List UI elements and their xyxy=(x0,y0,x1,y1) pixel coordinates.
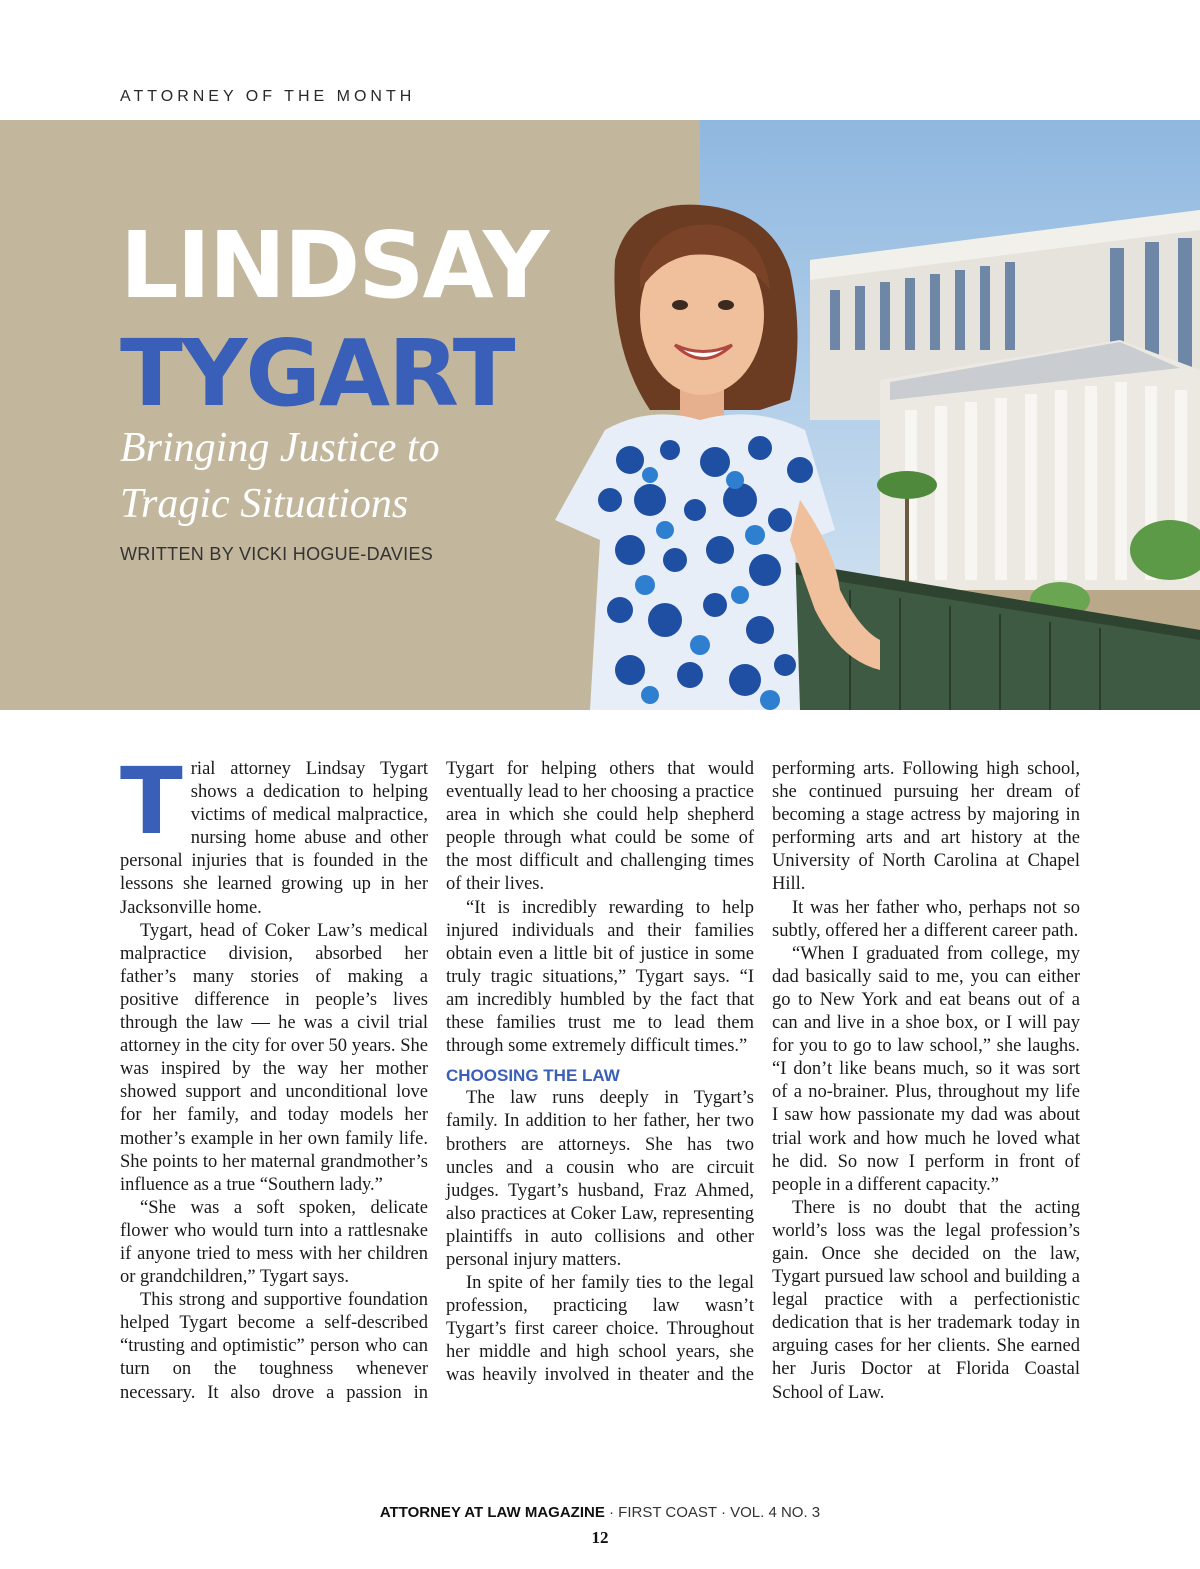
hero-banner xyxy=(0,120,1200,710)
article-paragraph: In spite of her family ties to the legal profession, practicing law wasn’t Tygart’s first career choice. Throughout her middle and high school years, she was heavily involved in theater and the performing arts. Following high school, she continued pursuing her dream of becoming a stage actress by majoring in performing arts and art history at the University of North Carolina at Chapel Hill. xyxy=(446,759,1080,1386)
article-paragraph: “When I graduated from college, my dad basically said to me, you can either go to New York and eat beans out of a can and live in a shoe box, or I will pay for you to go to law school,” she laughs. “I don’t like beans much, so it was sort of a no-brainer. Plus, throughout my life I saw how passionate my dad was about trial work and how much he loved what he did. So now I perform in front of people in a different capacity.” xyxy=(772,943,1080,1195)
subtitle-line-2: Tragic Situations xyxy=(120,481,409,527)
page-footer xyxy=(0,1504,1200,1521)
article-paragraph: “It is incredibly rewarding to help injured individuals and their families obtain even a little bit of justice in some truly tragic situations,” Tygart says. “I am incredibly humbled by the fact that these families trust me to lead them through some extremely difficult times.” xyxy=(446,897,754,1057)
section-label: ATTORNEY OF THE MONTH xyxy=(120,88,416,105)
article-paragraph: This strong and supportive foundation helped Tygart become a self-described “trusting and optimistic” person who can turn on the toughness whenever necessary. It also drove a passion in Tygart for helping others that would eventually lead to her choosing a practice area in which she could help shepherd people through what could be some of the most difficult and challenging times of their lives. xyxy=(120,759,754,1403)
subtitle-line-1: Bringing Justice to xyxy=(120,425,440,471)
article-paragraph: Tygart, head of Coker Law’s medical malpractice division, absorbed her father’s many stories of making a positive difference in people’s lives through the law — he was a civil trial attorney in the city for over 50 years. She was inspired by the way her mother showed support and unconditional love for her family, and today models her mother’s example in her own family life. She points to her maternal grandmother’s influence as a true “Southern lady.” xyxy=(120,920,428,1195)
article-paragraph: Trial attorney Lindsay Tygart shows a dedication to helping victims of medical malpractice, nursing home abuse and other personal injuries that is founded in the lessons she learned growing up in her Jacksonville home. xyxy=(120,748,428,918)
magazine-name: ATTORNEY AT LAW MAGAZINE xyxy=(379,1504,605,1521)
article-subtitle xyxy=(120,420,560,532)
article-paragraph: There is no doubt that the acting world’s loss was the legal profession’s gain. Once she decided on the law, Tygart pursued law school and building a legal practice with a perfectionistic dedication that is her trademark today in arguing cases for her clients. She earned her Juris Doctor at Florida Coastal School of Law. xyxy=(772,1197,1080,1403)
headline-first-name: LINDSAY xyxy=(120,212,548,319)
headline-last-name: TYGART xyxy=(120,320,514,427)
article-paragraph: The law runs deeply in Tygart’s family. In addition to her father, her two brothers are attorneys. She has two uncles and a cousin who are circuit judges. Tygart’s husband, Fraz Ahmed, also practices at Coker Law, representing plaintiffs in auto collisions and other personal injury matters. xyxy=(446,1088,754,1270)
byline: WRITTEN BY VICKI HOGUE-DAVIES xyxy=(120,544,434,564)
drop-cap: T xyxy=(120,748,183,855)
section-heading: CHOOSING THE LAW xyxy=(446,1066,620,1086)
article-body xyxy=(120,748,1080,1458)
article-paragraph: “She was a soft spoken, delicate flower who would turn into a rattlesnake if anyone tried to mess with her children or grandchildren,” Tygart says. xyxy=(120,1197,428,1288)
issue-details: · FIRST COAST · VOL. 4 NO. 3 xyxy=(604,1504,821,1521)
article-paragraph: It was her father who, perhaps not so subtly, offered her a different career path. xyxy=(772,897,1080,941)
page-number: 12 xyxy=(591,1528,609,1547)
